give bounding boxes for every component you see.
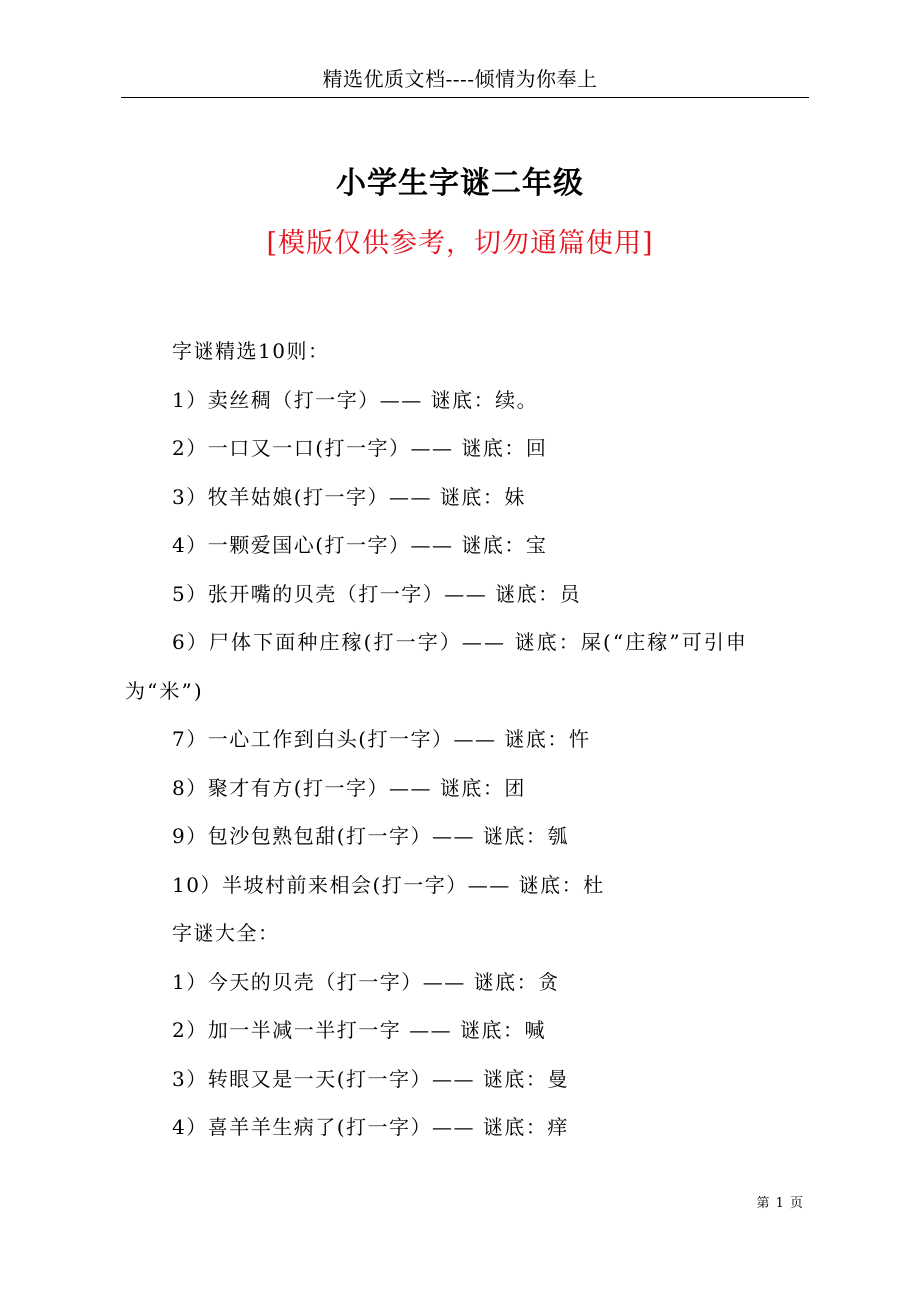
section-heading: 字谜大全：	[172, 921, 280, 945]
section-heading: 字谜精选10则：	[172, 339, 330, 363]
riddle-item: 7）一心工作到白头(打一字）—— 谜底：忤	[172, 727, 591, 751]
riddle-item: 6）尸体下面种庄稼(打一字）—— 谜底：屎(“庄稼”可引申为“米”)	[125, 630, 749, 703]
riddle-item: 1）卖丝稠（打一字）—— 谜底：续。	[172, 387, 539, 412]
riddle-item: 1）今天的贝壳（打一字）—— 谜底：贪	[172, 969, 560, 994]
riddle-item: 5）张开嘴的贝壳（打一字）—— 谜底：员	[172, 581, 582, 606]
header-divider	[121, 97, 809, 98]
document-body	[125, 338, 800, 1163]
riddle-item: 8）聚才有方(打一字）—— 谜底：团	[172, 775, 526, 800]
riddle-item: 2）一口又一口(打一字）—— 谜底：回	[172, 436, 548, 460]
riddle-item: 10）半坡村前来相会(打一字）—— 谜底：杜	[172, 872, 605, 897]
document-title: 小学生字谜二年级	[336, 166, 584, 201]
riddle-item: 2）加一半减一半打一字 —— 谜底：喊	[172, 1018, 546, 1042]
riddle-item: 4）喜羊羊生病了(打一字）—— 谜底：痒	[172, 1115, 569, 1139]
document-subtitle: [模版仅供参考，切勿通篇使用]	[266, 228, 654, 259]
riddle-item: 3）牧羊姑娘(打一字）—— 谜底：妹	[172, 484, 526, 509]
page-number: 第 1 页	[756, 1196, 804, 1211]
page-header: 精选优质文档----倾情为你奉上	[322, 67, 598, 91]
riddle-item: 9）包沙包熟包甜(打一字）—— 谜底：瓠	[172, 824, 569, 848]
riddle-item: 4）一颗爱国心(打一字）—— 谜底：宝	[172, 533, 548, 557]
riddle-item: 3）转眼又是一天(打一字）—— 谜底：曼	[172, 1066, 569, 1091]
